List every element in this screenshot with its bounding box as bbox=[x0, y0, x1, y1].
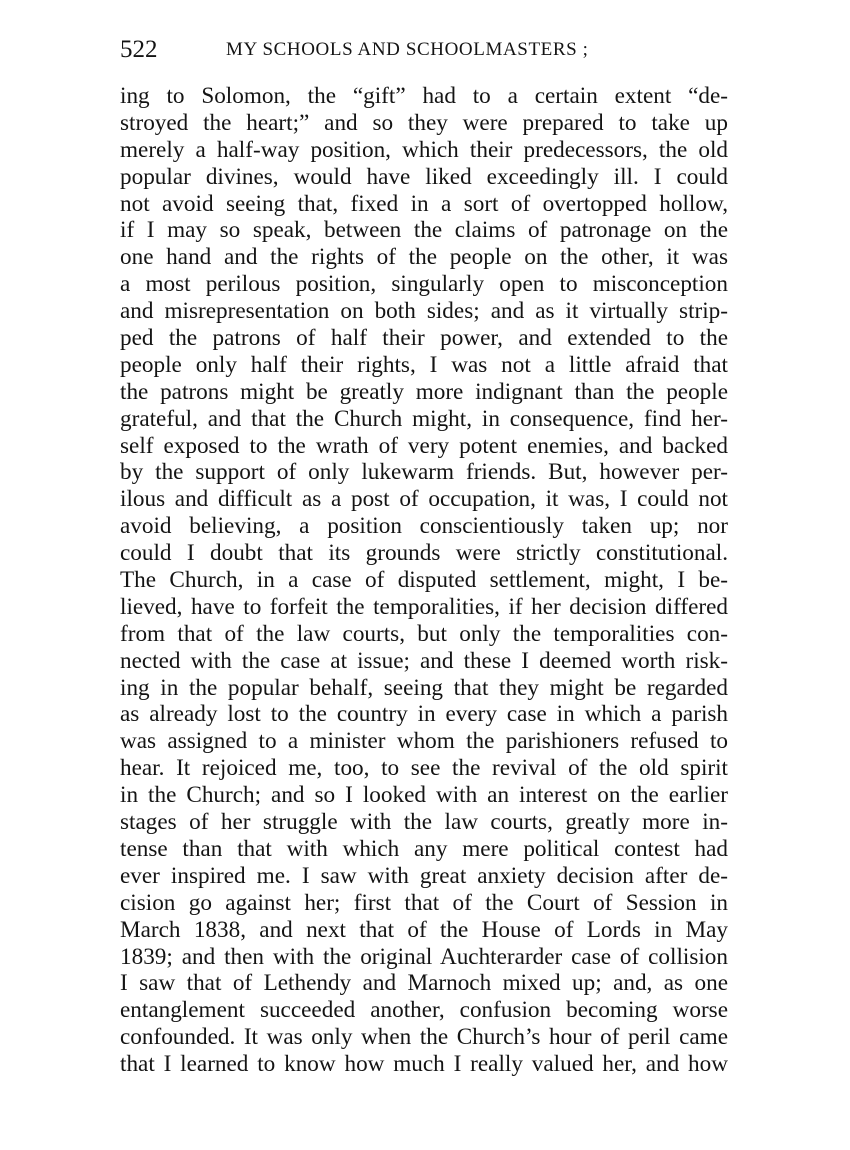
text-line: The Church, in a case of disputed settlement, might, I be- bbox=[120, 567, 728, 594]
text-line: self exposed to the wrath of very potent enemies, and backed bbox=[120, 432, 728, 459]
text-line: cision go against her; first that of the Court of Session in bbox=[120, 889, 728, 916]
text-line: as already lost to the country in every case in which a parish bbox=[120, 701, 728, 728]
text-line: ever inspired me. I saw with great anxiety decision after de- bbox=[120, 862, 728, 889]
text-line: in the Church; and so I looked with an interest on the earlier bbox=[120, 782, 728, 809]
text-line: stages of her struggle with the law courts, greatly more in- bbox=[120, 809, 728, 836]
page-number: 522 bbox=[120, 36, 158, 63]
text-line: a most perilous position, singularly open to misconception bbox=[120, 271, 728, 298]
body-text bbox=[120, 83, 728, 1078]
text-line: could I doubt that its grounds were strictly constitutional. bbox=[120, 540, 728, 567]
text-line: stroyed the heart;” and so they were prepared to take up bbox=[120, 109, 728, 136]
text-line: one hand and the rights of the people on the other, it was bbox=[120, 244, 728, 271]
text-line: ing to Solomon, the “gift” had to a certain extent “de- bbox=[120, 83, 728, 109]
text-line: confounded. It was only when the Church’s hour of peril came bbox=[120, 1024, 728, 1051]
text-line: nected with the case at issue; and these I deemed worth risk- bbox=[120, 647, 728, 674]
text-line: the patrons might be greatly more indignant than the people bbox=[120, 378, 728, 405]
text-line: and misrepresentation on both sides; and as it virtually strip- bbox=[120, 298, 728, 325]
text-line: I saw that of Lethendy and Marnoch mixed up; and, as one bbox=[120, 970, 728, 997]
text-line: ilous and difficult as a post of occupation, it was, I could not bbox=[120, 486, 728, 513]
text-line: hear. It rejoiced me, too, to see the revival of the old spirit bbox=[120, 755, 728, 782]
text-line: tense than that with which any mere political contest had bbox=[120, 835, 728, 862]
text-line: 1839; and then with the original Auchterarder case of collision bbox=[120, 943, 728, 970]
text-line: people only half their rights, I was not a little afraid that bbox=[120, 351, 728, 378]
text-line: ped the patrons of half their power, and extended to the bbox=[120, 325, 728, 352]
text-line: merely a half-way position, which their predecessors, the old bbox=[120, 136, 728, 163]
text-line: if I may so speak, between the claims of patronage on the bbox=[120, 217, 728, 244]
text-line: grateful, and that the Church might, in consequence, find her- bbox=[120, 405, 728, 432]
text-line: that I learned to know how much I really valued her, and how bbox=[120, 1051, 728, 1078]
text-line: avoid believing, a position conscientiously taken up; nor bbox=[120, 513, 728, 540]
running-title: MY SCHOOLS AND SCHOOLMASTERS ; bbox=[226, 39, 589, 60]
text-line: not avoid seeing that, fixed in a sort of overtopped hollow, bbox=[120, 190, 728, 217]
text-line: March 1838, and next that of the House of Lords in May bbox=[120, 916, 728, 943]
text-line: lieved, have to forfeit the temporalities, if her decision differed bbox=[120, 593, 728, 620]
running-head bbox=[120, 30, 730, 70]
text-line: ing in the popular behalf, seeing that they might be regarded bbox=[120, 674, 728, 701]
text-line: entanglement succeeded another, confusion becoming worse bbox=[120, 997, 728, 1024]
text-line: from that of the law courts, but only the temporalities con- bbox=[120, 620, 728, 647]
text-line: by the support of only lukewarm friends. But, however per- bbox=[120, 459, 728, 486]
text-line: popular divines, would have liked exceedingly ill. I could bbox=[120, 163, 728, 190]
text-line: was assigned to a minister whom the parishioners refused to bbox=[120, 728, 728, 755]
